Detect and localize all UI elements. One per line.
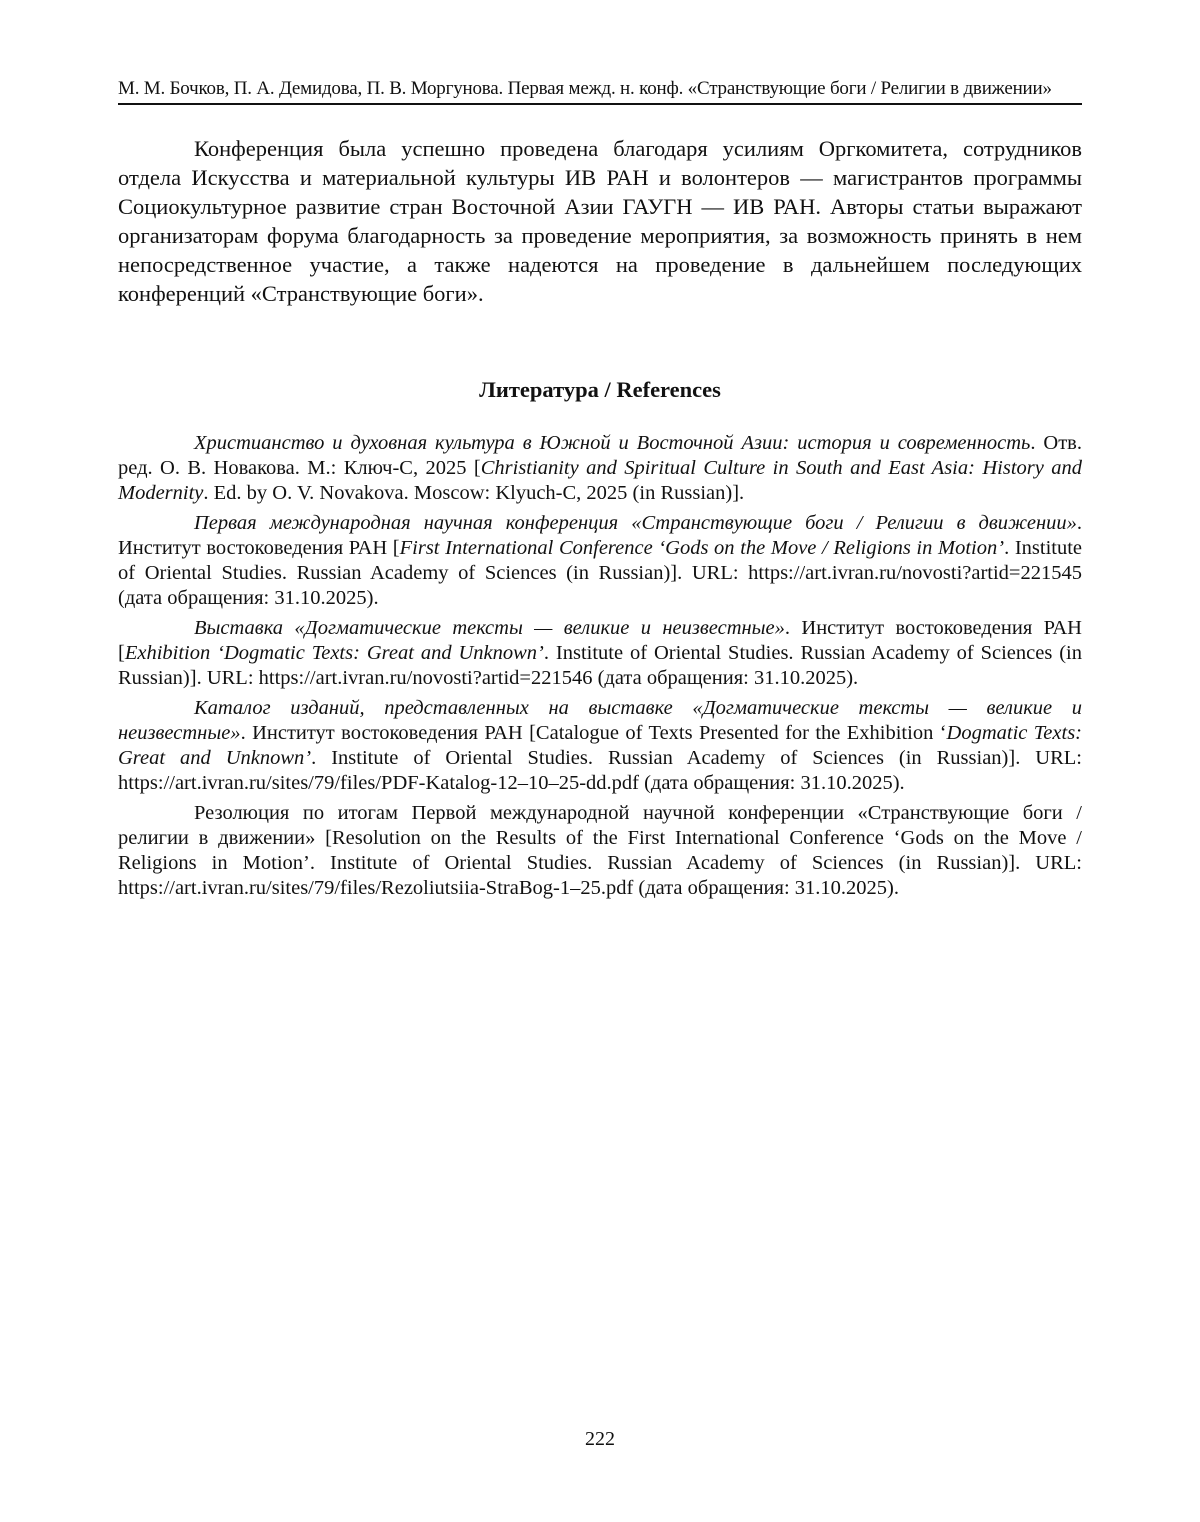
reference-text: . Ed. by O. V. Novakova. Moscow: Klyuch-C, 2025 (in Russian)]. [203,482,745,504]
reference-italic-ru: Первая международная научная конференция «Странствующие боги / Религии в движении» [194,512,1077,534]
reference-text: . Отв. ред. О. В. Новакова. М.: Ключ-С, 2025 [ [118,432,1082,479]
reference-item-5 [118,801,1082,901]
reference-italic-ru: Христианство и духовная культура в Южной и Восточной Азии: история и современность [194,432,1031,454]
body-paragraph: Конференция была успешно проведена благодаря усилиям Оргкомитета, сотрудников отдела Искусства и материальной культуры ИВ РАН и волонтеров — магистрантов программы Социокультурное развитие стран Восточной Азии ГАУГН — ИВ РАН. Авторы статьи выражают организаторам форума благодарность за проведение мероприятия, за возможность принять в нем непосредственное участие, а также надеются на проведение в дальнейшем последующих конференций «Странствующие боги». [118,136,1082,306]
references-title: Литература / References [479,377,721,402]
reference-italic-en: Christianity and Spiritual Culture in South and East Asia: History and Modernity [118,457,1082,504]
reference-italic-en: Dogmatic Texts: Great and Unknown’ [118,722,1082,769]
references-list [118,431,1082,906]
reference-text: . Институт востоковедения РАН [ [118,617,1082,664]
header-rule [118,103,1082,105]
running-head: М. М. Бочков, П. А. Демидова, П. В. Моргунова. Первая межд. н. конф. «Странствующие боги / Религии в движении» [118,78,1052,99]
reference-text: . Институт востоковедения РАН [Catalogue of Texts Presented for the Exhibition ‘ [240,722,947,744]
reference-item-1 [118,431,1082,506]
page-number: 222 [585,1428,615,1450]
reference-item-3 [118,616,1082,691]
reference-text: . Institute of Oriental Studies. Russian Academy of Sciences (in Russian)]. URL: https://art.ivran.ru/novosti?artid=221545 (дата обращения: 31.10.2025). [118,537,1083,609]
reference-italic-ru: Каталог изданий, представленных на выставке «Догматические тексты — великие и неизвестные» [118,697,1082,744]
reference-italic-en: First International Conference ‘Gods on the Move / Religions in Motion’ [399,537,1005,559]
reference-text: . Институт востоковедения РАН [ [118,512,1082,559]
reference-item-4 [118,696,1082,796]
reference-text: . Institute of Oriental Studies. Russian Academy of Sciences (in Russian)]. URL: https://art.ivran.ru/sites/79/files/PDF-Katalog-12–10–25-dd.pdf (дата обращения: 31.10.2025). [118,747,1082,794]
reference-italic-en: Exhibition ‘Dogmatic Texts: Great and Unknown’ [124,642,544,664]
reference-item-2 [118,511,1082,611]
body-text [118,134,1082,308]
reference-text: . Institute of Oriental Studies. Russian Academy of Sciences (in Russian)]. URL: https://art.ivran.ru/novosti?artid=221546 (дата обращения: 31.10.2025). [118,642,1082,689]
reference-italic-ru: Выставка «Догматические тексты — великие и неизвестные» [194,617,785,639]
reference-text: Резолюция по итогам Первой международной научной конференции «Странствующие боги / религии в движении» [Resolution on the Results of the First International Conference ‘Gods on the Move / Religions in Motion’. Institute of Oriental Studies. Russian Academy of Sciences (in Russian)]. URL: https://art.ivran.ru/sites/79/files/Rezoliutsiia-StraBog-1–25.pdf (дата обращения: 31.10.2025). [118,802,1082,899]
